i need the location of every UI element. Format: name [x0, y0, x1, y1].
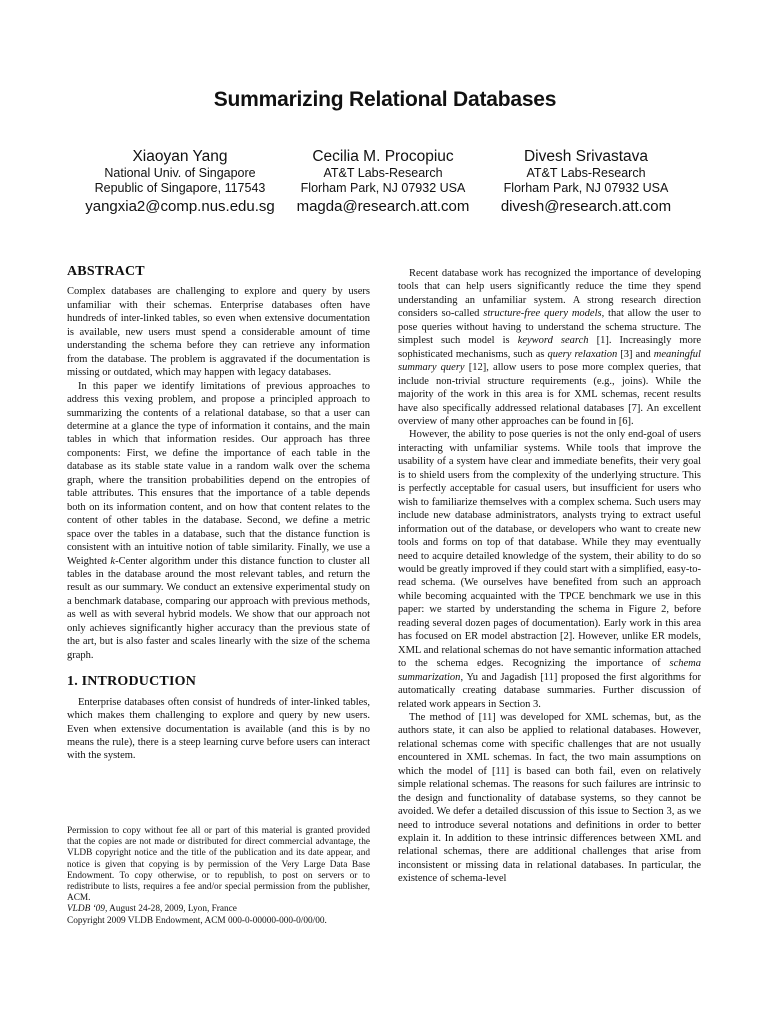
author-block-2	[273, 147, 493, 216]
permission-notice	[67, 826, 370, 927]
left-column	[67, 265, 370, 763]
right-paragraph-2: However, the ability to pose queries is not the only end-goal of users interacting with unfamiliar systems. While tools that improve the usability of a system have clear and immediate benefits, their very goal is to shield users from the complexity of the underlying structure. This is perfectly acceptable for casual users, but insufficient for users who wish to familiarize themselves with a complex schema. Such users may include new database administrators, analysts trying to extract useful information out of the database, or developers who want to create new tools and forms on top of that database. While they may eventually need to acquire detailed knowledge of the system, their ability to do so would be greatly improved if they could start with a simplified, easy-to-read schema. (We ourselves have benefited from such an approach while becoming acquainted with the TPCE benchmark we use in this paper: we started by understanding the schema in Figure 2, before reading several dozen pages of documentation). Early work in this area has focused on ER model abstraction [2]. However, unlike ER models, XML and relational schemas do not have semantic information attached to the schema edges. Recognizing the importance of schema summarization, Yu and Jagadish [11] proposed the first algorithms for automatically creating database summaries. Further discussion of related work appears in Section 3.	[398, 429, 701, 710]
author-affiliation: AT&T Labs-Research	[526, 166, 646, 180]
author-block-3	[476, 147, 696, 216]
abstract-paragraph-1: Complex databases are challenging to explore and query by users unfamiliar with their schemas. Enterprise databases often have hundreds of inter-linked tables, so even when extensive documentation is available, new users must spend a considerable amount of time understanding the schema before they can retrieve any information from the database. The problem is aggravated if the documentation is missing or outdated, which may happen with legacy databases.	[67, 286, 370, 379]
permission-text: Permission to copy without fee all or part of this material is granted provided that the copies are not made or distributed for direct commercial advantage, the VLDB copyright notice and the title of the publication and its date appear, and notice is given that copying is by permission of the Very Large Data Base Endowment. To copy otherwise, or to republish, to post on servers or to redistribute to lists, requires a fee and/or special permission from the publisher, ACM.	[67, 826, 370, 904]
author-name: Divesh Srivastava	[523, 148, 649, 165]
intro-paragraph-1: Enterprise databases often consist of hundreds of inter-linked tables, which makes them challenging to explore and query by new users. Even when extensive documentation is available (and this is by no means the rule), there is a steep learning curve before users can interact with the system.	[67, 696, 370, 762]
author-address: Florham Park, NJ 07932 USA	[503, 181, 669, 195]
copyright-line: Copyright 2009 VLDB Endowment, ACM 000-0-00000-000-0/00/00.	[67, 915, 327, 926]
author-affiliation: AT&T Labs-Research	[323, 166, 443, 180]
venue-line: VLDB ‘09, August 24-28, 2009, Lyon, France	[67, 904, 237, 915]
author-email: magda@research.att.com	[296, 198, 470, 215]
author-email: divesh@research.att.com	[500, 198, 672, 215]
author-address: Florham Park, NJ 07932 USA	[300, 181, 466, 195]
abstract-heading: ABSTRACT	[67, 264, 145, 279]
author-name: Cecilia M. Procopiuc	[312, 148, 454, 165]
right-paragraph-1: Recent database work has recognized the importance of developing tools that can help users significantly reduce the time they spend understanding an unfamiliar system. A strong research direction considers so-called structure-free query models, that allow the user to pose queries without having to understand the schema structure. The simplest such model is keyword search [1]. Increasingly more sophisticated mechanisms, such as query relaxation [3] and meaningful summary query [12], allow users to pose more complex queries, that include non-trivial structure requirements (e.g., joins). While the majority of the work in this area is for XML schemas, recent results have also specifically addressed relational databases [7]. An excellent overview of many other approaches can be found in [6].	[398, 268, 702, 427]
author-affiliation: National Univ. of Singapore	[104, 166, 256, 180]
author-name: Xiaoyan Yang	[132, 148, 228, 165]
paper-title: Summarizing Relational Databases	[213, 88, 557, 111]
author-email: yangxia2@comp.nus.edu.sg	[85, 198, 275, 215]
abstract-paragraph-2: In this paper we identify limitations of previous approaches to address this vexing problem, and propose a principled approach to summarizing the contents of a relational database, so that a user can determine at a glance the type of information it contains, and the main tables in which that information resides. Our approach has three components: First, we define the importance of each table in the database as its stable state value in a random walk over the schema graph, where the transition probabilities depend on the entropies of table attributes. This ensures that the importance of a table depends both on its information content, and on how that content relates to the content of other tables in the database. Second, we define a metric space over the tables in a database, such that the distance function is consistent with an intuitive notion of table similarity. Finally, we use a Weighted k-Center algorithm under this distance function to cluster all tables in the database around the most relevant tables, and return the result as our summary. We conduct an extensive experimental study on a benchmark database, comparing our approach with previous methods, as well as with several hybrid models. We show that our approach not only achieves significantly higher accuracy than the previous state of the art, but is also faster and scales linearly with the size of the schema graph.	[67, 380, 370, 661]
author-block-1	[70, 147, 290, 216]
right-column	[398, 267, 701, 886]
right-paragraph-3: The method of [11] was developed for XML schemas, but, as the authors state, it can also be applied to relational databases. However, relational schemas come with specific challenges that are not usually encountered in XML schemas. In fact, the two main assumptions on which the model of [11] is based can both fail, even on relatively simple relational schemas. The reasons for such failures are intrinsic to the design and functionality of database systems, so they cannot be avoided. We defer a detailed discussion of this issue to Section 3, as we need to introduce several notations and definitions in order to better explain it. In addition to these intrinsic differences between XML and relational schemas, there are additional challenges that arise from inconsistent or missing data in relational databases. In particular, the existence of schema-level	[398, 711, 701, 885]
author-address: Republic of Singapore, 117543	[94, 181, 266, 195]
introduction-heading: 1. INTRODUCTION	[67, 674, 197, 690]
